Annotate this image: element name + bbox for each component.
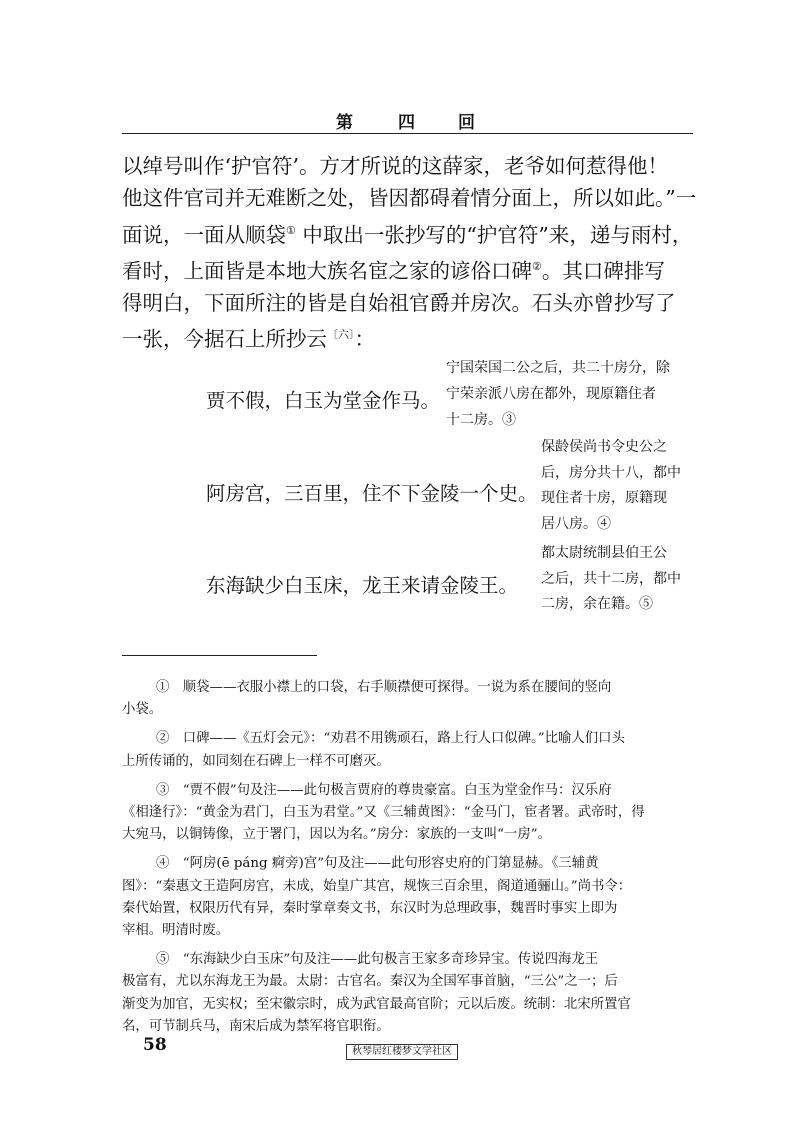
- footnote-5-line: ⑤ “东海缺少白玉床”句及注——此句极言王家多奇珍异宝。传说四海龙王: [156, 952, 599, 968]
- body-line-3b: 中取出一张抄写的“护官符”来，递与雨村，: [302, 222, 693, 247]
- verse-3-main: 东海缺少白玉床，龙王来请金陵王。: [206, 574, 519, 597]
- verse-2-main: 阿房宫，三百里，住不下金陵一个史。: [206, 482, 538, 505]
- footnote-ref-1[interactable]: ①: [286, 223, 296, 237]
- footnote-4-line: 秦代始置，权限历代有异，秦时掌章奏文书，东汉时为总理政事，魏晋时事实上即为: [122, 900, 618, 916]
- footnote-3-line: ③ “贾不假”句及注——此句极言贾府的尊贵豪富。白玉为堂金作马：汉乐府: [156, 782, 612, 798]
- page-number: 58: [143, 1035, 167, 1055]
- footnote-1: [122, 677, 694, 721]
- footnote-3-line: 大宛马，以铜铸像，立于署门，因以为名。”房分：家族的一支叫“一房”。: [122, 827, 551, 843]
- verse-3-note-line: 之后，共十二房，都中: [541, 570, 681, 587]
- footnote-ref-2[interactable]: ②: [532, 259, 542, 273]
- footnote-4-line: 图》：“秦惠文王造阿房宫，未成，始皇广其宫，规恢三百余里，阁道通骊山。”尚书令：: [122, 878, 632, 894]
- footnote-2: [122, 728, 694, 772]
- verse-2-note-line: 居八房。④: [541, 515, 611, 532]
- footnote-5-line: 渐变为加官，无实权；至宋徽宗时，成为武官最高官阶；元以后废。统制：北宋所置官: [122, 996, 631, 1012]
- verse-1-main: 贾不假，白玉为堂金作马。: [206, 389, 441, 412]
- body-line-4b: 。其口碑排写: [541, 258, 665, 283]
- verse-3-note-line: 都太尉统制县伯王公: [541, 545, 667, 561]
- footnote-5-line: 极富有，尤以东海龙王为最。太尉：古官名。秦汉为全国军事首脑，“三公”之一；后: [122, 974, 618, 990]
- body-line-3: [122, 215, 694, 251]
- body-line-6: [122, 319, 694, 355]
- footnote-4: [122, 853, 694, 942]
- body-line-2: 他这件官司并无难断之处，皆因都碍着情分面上，所以如此。”一: [122, 186, 697, 211]
- footnote-4-line: ④ “阿房(ē páng 痾旁)宫”句及注——此句形容史府的门第显赫。《三辅黄: [156, 856, 599, 872]
- footnotes: [122, 677, 694, 1045]
- footnote-2-line: ② 口碑——《五灯会元》：“劝君不用镌顽石，路上行人口似碑。”比喻人们口头: [156, 731, 625, 747]
- body-line-4a: 看时，上面皆是本地大族名宦之家的谚俗口碑: [122, 258, 532, 283]
- header-char-2: 四: [398, 113, 417, 133]
- footnote-1-line: ① 顺袋——衣服小襟上的口袋，右手顺襟便可探得。一说为系在腰间的竖向: [156, 680, 612, 695]
- footnote-5: [122, 949, 694, 1038]
- verse-3-note: [541, 541, 681, 618]
- verse-2-note: [541, 435, 681, 537]
- note-ref-6[interactable]: 〔六〕: [327, 328, 355, 342]
- verse-1-note-cont: [446, 382, 656, 433]
- body-line-3a: 面说，一面从顺袋: [122, 222, 286, 247]
- footnote-1-line: 小袋。: [122, 702, 163, 718]
- footnote-3-line: 《相逢行》：“黄金为君门，白玉为君堂。”又《三辅黄图》：“金马门，宦者署。武帝时，得: [122, 805, 645, 821]
- verse-1-note-line: 宁国荣国二公之后，共二十房分，除: [446, 360, 670, 376]
- body-text: [122, 150, 697, 355]
- verse-1-note: [446, 356, 670, 382]
- header-char-3: 回: [458, 113, 477, 133]
- verse-2-note-line: 保龄侯尚书令史公之: [541, 439, 667, 455]
- footnote-2-line: 上所传诵的，如同刻在石碑上一样不可磨灭。: [122, 753, 390, 769]
- body-line-6b: ：: [354, 326, 375, 351]
- footnote-4-line: 宰相。明清时废。: [122, 923, 230, 939]
- footnote-5-line: 名，可节制兵马，南宋后成为禁军将官职衔。: [122, 1018, 390, 1034]
- body-line-1: 以绰号叫作‘护官符’。方才所说的这薛家，老爷如何惹得他！: [122, 154, 669, 178]
- header-char-1: 第: [336, 113, 355, 133]
- verse-2-note-line: 后，房分共十八，都中: [541, 464, 681, 481]
- header-rule: [122, 133, 693, 134]
- verse-3-note-line: 二房，余在籍。⑤: [541, 596, 653, 612]
- verse-2-note-line: 现住者十房，原籍现: [541, 490, 667, 506]
- body-line-6a: 一张，今据石上所抄云: [122, 326, 327, 351]
- footnote-rule: [122, 655, 317, 656]
- verse-1-note-line: 宁荣亲派八房在都外，现原籍住者: [446, 386, 656, 402]
- watermark-stamp: 秋琴居红楼梦文学社区: [346, 1044, 458, 1060]
- footnote-3: [122, 780, 694, 847]
- body-line-4: [122, 251, 694, 287]
- body-line-5: 得明白，下面所注的皆是自始祖官爵并房次。石头亦曾抄写了: [122, 290, 676, 315]
- verse-1-note-line: 十二房。③: [446, 411, 516, 428]
